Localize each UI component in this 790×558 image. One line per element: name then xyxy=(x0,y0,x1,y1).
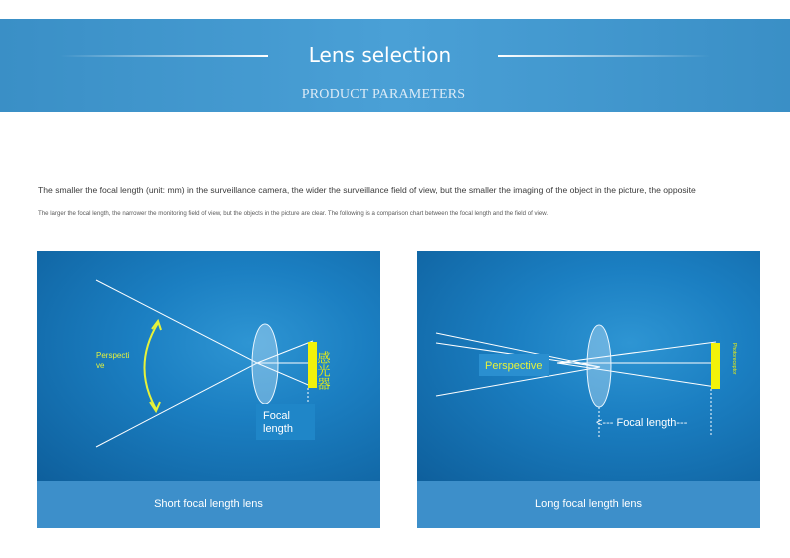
short-focal-card xyxy=(37,251,380,528)
long-focal-caption: Long focal length lens xyxy=(417,481,760,528)
long-focal-card xyxy=(417,251,760,528)
perspective-label-line2: ve xyxy=(96,361,105,370)
perspective-label: Perspective xyxy=(485,360,543,372)
long-focal-diagram xyxy=(417,251,760,481)
perspective-label-line1: Perspecti xyxy=(96,351,130,360)
sensor-label: 感光器 xyxy=(314,351,330,390)
page-header xyxy=(0,19,790,112)
lens-shape xyxy=(252,324,278,404)
sensor-label: Photoreceptor xyxy=(731,343,737,375)
sensor-bar xyxy=(711,343,720,389)
view-line-bottom xyxy=(96,363,257,447)
focal-label-line1: Focal xyxy=(263,410,290,422)
ray-upper xyxy=(557,342,716,363)
short-focal-caption: Short focal length lens xyxy=(37,481,380,528)
ray-lower xyxy=(557,363,716,387)
lens-shape xyxy=(587,325,611,407)
short-focal-svg xyxy=(37,251,380,481)
focal-label-line2: length xyxy=(263,423,293,435)
long-focal-svg xyxy=(417,251,760,481)
description-line-1: The smaller the focal length (unit: mm) in the surveillance camera, the wider the surveillance field of view, but the smaller the imaging of the object in the picture, the opposite xyxy=(38,185,696,195)
header-divider-right xyxy=(498,55,710,57)
page-subtitle: PRODUCT PARAMETERS xyxy=(301,87,466,102)
description-line-2: The larger the focal length, the narrower the monitoring field of view, but the objects in the picture are clear. The following is a comparison chart between the focal length and the field of view. xyxy=(38,210,549,217)
page-title: Lens selection xyxy=(308,43,452,67)
focal-length-label: <--- Focal length--- xyxy=(596,417,688,429)
perspective-arc xyxy=(144,323,158,409)
short-focal-diagram xyxy=(37,251,380,481)
